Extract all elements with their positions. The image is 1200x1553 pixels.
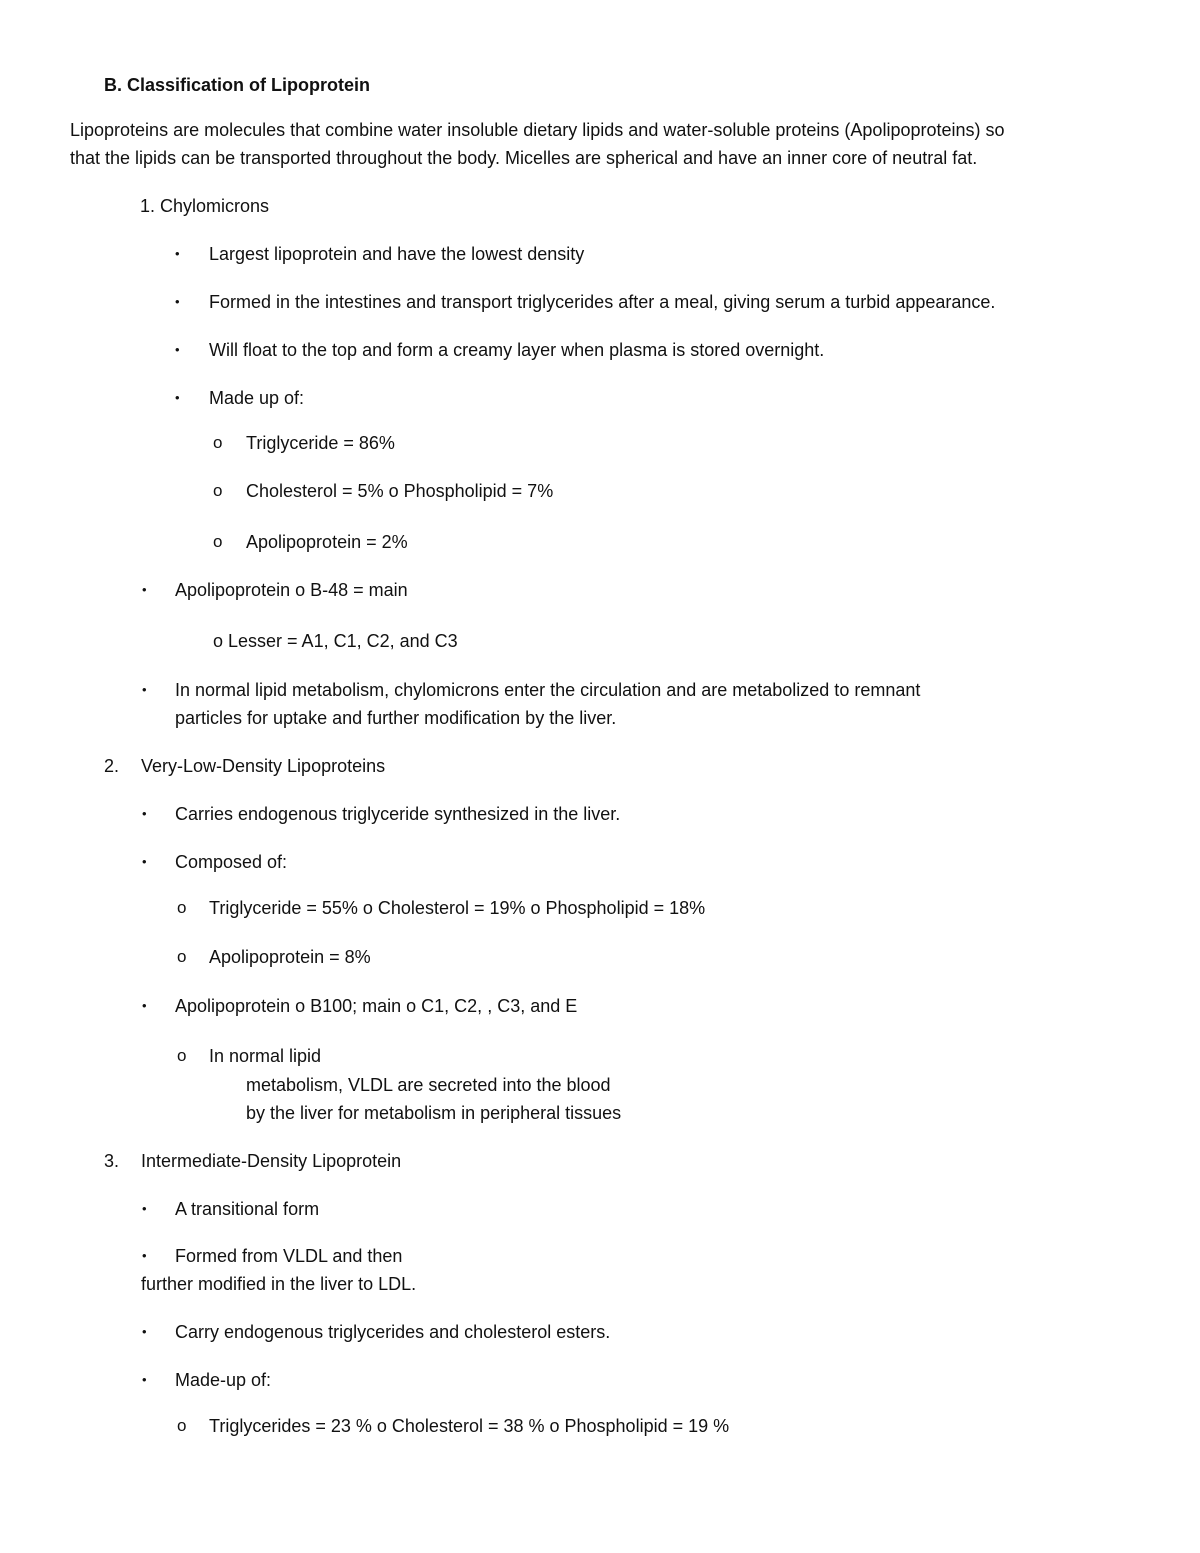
section-heading: B. Classification of Lipoprotein: [104, 75, 371, 95]
circle-marker-icon: o: [177, 898, 187, 917]
chylomicrons-composition-1: Triglyceride = 86%: [246, 433, 395, 453]
chylomicrons-bullet-3: Will float to the top and form a creamy layer when plasma is stored overnight.: [209, 340, 825, 360]
bullet-icon: •: [142, 998, 147, 1013]
bullet-icon: •: [142, 1248, 147, 1263]
idl-bullet-4: Made-up of:: [175, 1370, 272, 1390]
idl-bullet-2-continuation: further modified in the liver to LDL.: [141, 1274, 417, 1294]
vldl-metabolism-line-2: metabolism, VLDL are secreted into the blood: [246, 1075, 611, 1095]
chylomicrons-bullet-2: Formed in the intestines and transport triglycerides after a meal, giving serum a turbid appearance.: [209, 292, 996, 312]
idl-bullet-1: A transitional form: [175, 1199, 320, 1219]
bullet-icon: •: [142, 1201, 147, 1216]
chylomicrons-bullet-4: Made up of:: [209, 388, 305, 408]
circle-marker-icon: o: [177, 947, 187, 966]
vldl-bullet-1: Carries endogenous triglyceride synthesized in the liver.: [175, 804, 621, 824]
vldl-composition-1: Triglyceride = 55% o Cholesterol = 19% o Phospholipid = 18%: [209, 898, 706, 918]
bullet-icon: •: [142, 854, 147, 869]
idl-number: 3.: [104, 1151, 120, 1171]
idl-composition-1: Triglycerides = 23 % o Cholesterol = 38 % o Phospholipid = 19 %: [209, 1416, 730, 1436]
bullet-icon: •: [175, 390, 180, 405]
bullet-icon: •: [142, 1372, 147, 1387]
chylomicrons-metabolism-line-2: particles for uptake and further modification by the liver.: [175, 708, 617, 728]
vldl-bullet-2: Composed of:: [175, 852, 288, 872]
vldl-metabolism-line-3: by the liver for metabolism in peripheral tissues: [246, 1103, 622, 1123]
circle-marker-icon: o: [213, 433, 223, 452]
vldl-number: 2.: [104, 756, 120, 776]
circle-marker-icon: o: [177, 1416, 187, 1435]
bullet-icon: •: [142, 1324, 147, 1339]
bullet-icon: •: [142, 582, 147, 597]
idl-bullet-2: Formed from VLDL and then: [175, 1246, 403, 1266]
chylomicrons-bullet-1: Largest lipoprotein and have the lowest density: [209, 244, 585, 264]
vldl-apolipoprotein: Apolipoprotein o B100; main o C1, C2, , C3, and E: [175, 996, 578, 1016]
circle-marker-icon: o: [177, 1046, 187, 1065]
chylomicrons-apolipoprotein: Apolipoprotein o B-48 = main: [175, 580, 408, 600]
chylomicrons-composition-2: Cholesterol = 5% o Phospholipid = 7%: [246, 481, 554, 501]
vldl-metabolism-line-1: In normal lipid: [209, 1046, 322, 1066]
bullet-icon: •: [175, 342, 180, 357]
chylomicrons-composition-3: Apolipoprotein = 2%: [246, 532, 408, 552]
intro-line-2: that the lipids can be transported throughout the body. Micelles are spherical and have an inner core of neutral fat.: [70, 148, 978, 168]
vldl-title: Very-Low-Density Lipoproteins: [141, 756, 386, 776]
idl-bullet-3: Carry endogenous triglycerides and cholesterol esters.: [175, 1322, 611, 1342]
vldl-composition-2: Apolipoprotein = 8%: [209, 947, 371, 967]
chylomicrons-metabolism-line-1: In normal lipid metabolism, chylomicrons enter the circulation and are metabolized to remnant: [175, 680, 921, 700]
bullet-icon: •: [175, 246, 180, 261]
chylomicrons-title: 1. Chylomicrons: [140, 196, 270, 216]
circle-marker-icon: o: [213, 481, 223, 500]
bullet-icon: •: [142, 682, 147, 697]
bullet-icon: •: [142, 806, 147, 821]
circle-marker-icon: o: [213, 532, 223, 551]
chylomicrons-lesser: o Lesser = A1, C1, C2, and C3: [213, 631, 458, 651]
intro-line-1: Lipoproteins are molecules that combine water insoluble dietary lipids and water-soluble proteins (Apolipoproteins) so: [70, 120, 1005, 140]
bullet-icon: •: [175, 294, 180, 309]
idl-title: Intermediate-Density Lipoprotein: [141, 1151, 402, 1171]
